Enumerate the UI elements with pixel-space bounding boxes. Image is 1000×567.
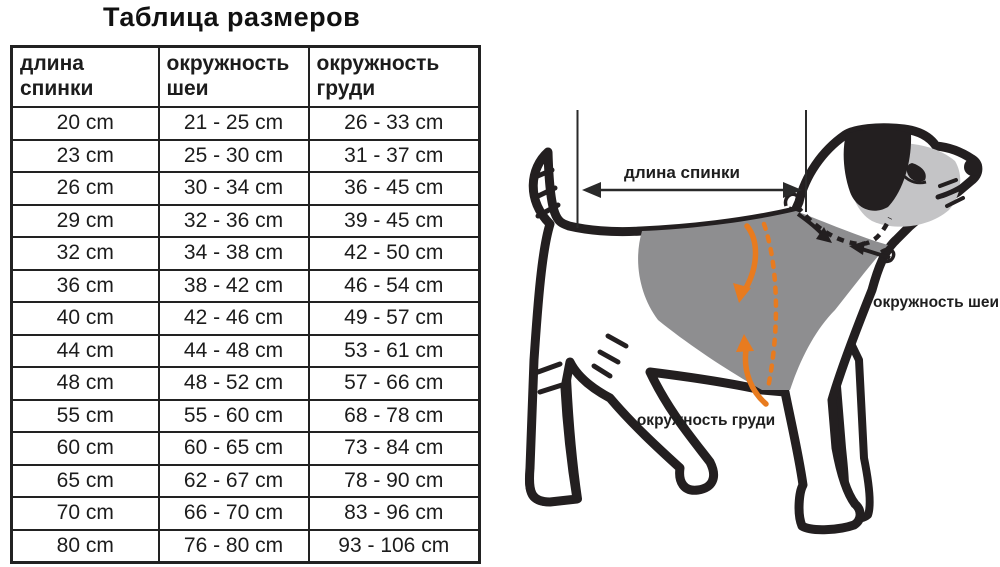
table-cell: 70 cm	[12, 497, 159, 530]
table-cell: 29 cm	[12, 205, 159, 238]
dog-measurement-diagram	[500, 0, 1000, 567]
col-header-back-length: длина спинки	[12, 47, 159, 108]
table-cell: 32 - 36 cm	[159, 205, 309, 238]
table-cell: 44 - 48 cm	[159, 335, 309, 368]
table-cell: 46 - 54 cm	[309, 270, 480, 303]
table-cell: 48 - 52 cm	[159, 367, 309, 400]
table-row	[12, 400, 480, 433]
table-cell: 42 - 50 cm	[309, 237, 480, 270]
col-header-chest: окружность груди	[309, 47, 480, 108]
table-cell: 55 - 60 cm	[159, 400, 309, 433]
table-cell: 62 - 67 cm	[159, 465, 309, 498]
table-cell: 57 - 66 cm	[309, 367, 480, 400]
table-row	[12, 172, 480, 205]
table-row	[12, 107, 480, 140]
page-title: Таблица размеров	[103, 2, 361, 32]
back-length-label: длина спинки	[624, 163, 740, 182]
table-cell: 39 - 45 cm	[309, 205, 480, 238]
table-cell: 60 - 65 cm	[159, 432, 309, 465]
table-cell: 26 - 33 cm	[309, 107, 480, 140]
size-table-body	[12, 107, 480, 563]
table-cell: 21 - 25 cm	[159, 107, 309, 140]
table-cell: 44 cm	[12, 335, 159, 368]
nose	[964, 158, 982, 176]
table-cell: 73 - 84 cm	[309, 432, 480, 465]
neck-circumference-label: окружность шеи	[872, 294, 1000, 311]
table-row	[12, 530, 480, 563]
table-cell: 40 cm	[12, 302, 159, 335]
table-row	[12, 270, 480, 303]
table-cell: 38 - 42 cm	[159, 270, 309, 303]
table-cell: 20 cm	[12, 107, 159, 140]
table-cell: 78 - 90 cm	[309, 465, 480, 498]
table-cell: 42 - 46 cm	[159, 302, 309, 335]
size-table-header	[12, 47, 480, 108]
table-row	[12, 140, 480, 173]
header-row	[12, 47, 480, 108]
table-cell: 23 cm	[12, 140, 159, 173]
table-cell: 30 - 34 cm	[159, 172, 309, 205]
table-row	[12, 367, 480, 400]
table-row	[12, 237, 480, 270]
table-cell: 60 cm	[12, 432, 159, 465]
table-cell: 76 - 80 cm	[159, 530, 309, 563]
table-cell: 83 - 96 cm	[309, 497, 480, 530]
table-row	[12, 465, 480, 498]
table-cell: 32 cm	[12, 237, 159, 270]
table-cell: 31 - 37 cm	[309, 140, 480, 173]
table-cell: 25 - 30 cm	[159, 140, 309, 173]
table-cell: 93 - 106 cm	[309, 530, 480, 563]
table-cell: 36 - 45 cm	[309, 172, 480, 205]
table-row	[12, 205, 480, 238]
size-table	[10, 45, 481, 564]
table-cell: 34 - 38 cm	[159, 237, 309, 270]
table-cell: 80 cm	[12, 530, 159, 563]
table-row	[12, 432, 480, 465]
table-cell: 65 cm	[12, 465, 159, 498]
table-cell: 49 - 57 cm	[309, 302, 480, 335]
table-row	[12, 497, 480, 530]
table-cell: 55 cm	[12, 400, 159, 433]
table-row	[12, 335, 480, 368]
table-cell: 66 - 70 cm	[159, 497, 309, 530]
table-cell: 26 cm	[12, 172, 159, 205]
chest-circumference-label: окружность груди	[636, 412, 776, 429]
table-cell: 36 cm	[12, 270, 159, 303]
table-cell: 48 cm	[12, 367, 159, 400]
table-cell: 68 - 78 cm	[309, 400, 480, 433]
dim-arrowhead-left	[582, 182, 601, 198]
table-row	[12, 302, 480, 335]
col-header-neck: окружность шеи	[159, 47, 309, 108]
table-cell: 53 - 61 cm	[309, 335, 480, 368]
